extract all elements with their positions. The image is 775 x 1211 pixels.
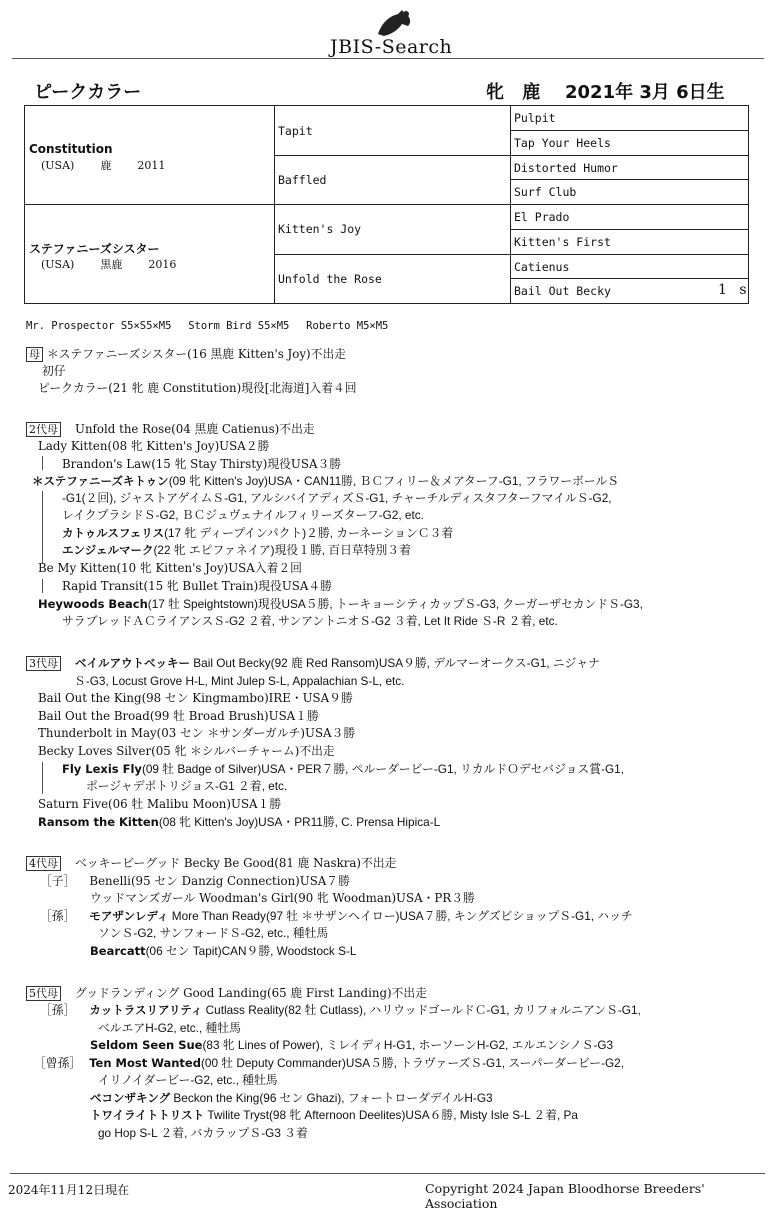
text-line: ピークカラー(21 牝 鹿 Constitution)現役[北海道]入着４回 [38,381,357,395]
horse-logo-icon [372,8,416,38]
text-line: Bearcatt(06 セン Tapit)CAN９勝, Woodstock S-L [90,944,357,958]
tree-bracket [42,762,43,794]
text-line: ベルエアH-G2, etc., 種牡馬 [98,1021,241,1035]
text-line: ポージャデポトリジョス-G1 ２着, etc. [86,779,288,793]
g3-ancestor[interactable]: Bail Out Becky [514,284,611,298]
text-line: Ｓ-G3, Locust Grove H-L, Mint Julep S-L, Appalachian S-L, etc. [74,674,405,688]
text-line: Heywoods Beach(17 牡 Speightstown)現役USA５勝, トーキョーシティカップＳ-G3, クーガーザセカンドＳ-G3, [38,597,643,611]
g2-dam-line: 2代母 Unfold the Rose(04 黒鹿 Catienus)不出走 [26,421,315,438]
pedigree-mark: 1 s [718,282,751,298]
text-line: ソンＳ-G2, サンフォードＳ-G2, etc., 種牡馬 [98,926,329,940]
footer-divider [10,1173,765,1174]
g3-ancestor[interactable]: Surf Club [514,185,577,199]
dam-name[interactable]: ステファニーズシスター [29,242,160,256]
text-line: ウッドマンズガール Woodman's Girl(90 牝 Woodman)USA・PR３勝 [90,891,475,905]
logo-text: JBIS-Search [330,36,453,58]
tree-bracket [42,579,43,593]
text-line: Ransom the Kitten(08 牝 Kitten's Joy)USA・PR11勝, C. Prensa Hipica-L [38,815,441,829]
birth-date: 2021年 3月 6日生 [565,82,725,103]
g4-dam-line: 4代母 ベッキービーグッド Becky Be Good(81 鹿 Naskra)不出走 [26,855,396,872]
text-line: ［孫］ モアザンレディ More Than Ready(97 牡 ＊サザンヘイロー)USA７勝, キングズビショップＳ-G1, ハッチ [40,909,633,923]
text-line: Fly Lexis Fly(09 牡 Badge of Silver)USA・PER７勝, ペルーダービー-G1, リカルドＯデセバジョス賞-G1, [62,762,624,776]
text-line: カトゥルスフェリス(17 牝 ディープインパクト)２勝, カーネーションＣ３着 [62,526,454,540]
g3-dam-line: 3代母 ベイルアウトベッキー Bail Out Becky(92 鹿 Red Ransom)USA９勝, デルマーオークス-G1, ニジャナ [26,655,600,672]
g3-ancestor[interactable]: El Prado [514,210,570,224]
g4-tag: 4代母 [26,856,61,871]
text-line: Bail Out the King(98 セン Kingmambo)IRE・USA９勝 [38,691,353,705]
text-line: Becky Loves Silver(05 牝 ＊シルバーチャーム)不出走 [38,744,335,758]
g2-sire-dam[interactable]: Baffled [278,173,327,187]
text-line: Seldom Seen Sue(83 牝 Lines of Power), ミレイディH-G1, ホーソーンH-G2, エルエンシノＳ-G3 [90,1038,614,1052]
text-line: 初仔 [42,364,66,378]
footer-copyright: Copyright 2024 Japan Bloodhorse Breeders' Association [425,1181,705,1211]
g3-tag: 3代母 [26,656,61,671]
sex-color: 牝 鹿 [486,82,547,103]
g2-dam-sire[interactable]: Kitten's Joy [278,222,362,236]
g3-ancestor[interactable]: Pulpit [514,111,556,125]
g2-dam-dam[interactable]: Unfold the Rose [278,272,382,286]
text-line: レイクプラシドＳ-G2, ＢＣジュヴェナイルフィリーズターフ-G2, etc. [62,508,424,522]
text-line: Be My Kitten(10 牝 Kitten's Joy)USA入着２回 [38,561,302,575]
text-line: トワイライトトリスト Twilite Tryst(98 牝 Afternoon Deelites)USA６勝, Misty Isle S-L ２着, Pa [90,1108,578,1122]
g2-tag: 2代母 [26,422,61,437]
site-logo[interactable] [0,8,775,58]
text-line: ＊ステファニーズキトゥン(09 牝 Kitten's Joy)USA・CAN11勝, ＢＣフィリー＆メアターフ-G1, フラワーボールＳ [32,474,620,488]
text-line: ［曾孫］ Ten Most Wanted(00 牡 Deputy Commander)USA５勝, トラヴァーズＳ-G1, スーパーダービー-G2, [34,1056,625,1070]
text-line: Saturn Five(06 牡 Malibu Moon)USA１勝 [38,797,282,811]
g2-sire-sire[interactable]: Tapit [278,124,313,138]
text-line: Thunderbolt in May(03 セン ＊サンダーガルチ)USA３勝 [38,726,356,740]
g5-tag: 5代母 [26,986,61,1001]
text-line: ベコンザキング Beckon the King(96 セン Ghazi), フォートローダデイルH-G3 [90,1091,493,1105]
text-line: -G1(２回), ジャストアゲイムＳ-G1, アルシバイアディズＳ-G1, チャーチルディスタフターフマイルＳ-G2, [62,491,612,505]
text-line: サラブレッドＡＣライアンスＳ-G2 ２着, サンアントニオＳ-G2 ３着, Let It Ride Ｓ-R ２着, etc. [62,614,558,628]
g5-dam-line: 5代母 グッドランディング Good Landing(65 鹿 First Landing)不出走 [26,985,427,1002]
text-line: Bail Out the Broad(99 牡 Broad Brush)USA１勝 [38,709,319,723]
text-line: ［子］ Benelli(95 セン Danzig Connection)USA７勝 [40,874,350,888]
pedigree-table [24,105,749,304]
dam-line: 母 ＊ステファニーズシスター(16 黒鹿 Kitten's Joy)不出走 [26,346,346,363]
text-line: Brandon's Law(15 牝 Stay Thirsty)現役USA３勝 [62,457,342,471]
text-line: Rapid Transit(15 牝 Bullet Train)現役USA４勝 [62,579,332,593]
text-line: ［孫］ カットラスリアリティ Cutlass Reality(82 牡 Cutlass), ハリウッドゴールドＣ-G1, カリフォルニアンＳ-G1, [40,1003,641,1017]
inbreeding-line: Mr. Prospector S5×S5×M5 Storm Bird S5×M5 Roberto M5×M5 [26,320,389,332]
g3-ancestor[interactable]: Tap Your Heels [514,136,611,150]
text-line: Lady Kitten(08 牝 Kitten's Joy)USA２勝 [38,439,270,453]
g3-ancestor[interactable]: Distorted Humor [514,161,618,175]
text-line: go Hop S-L ２着, バカラップＳ-G3 ３着 [98,1126,308,1140]
text-line: エンジェルマーク(22 牝 エピファネイア)現役１勝, 百日草特別３着 [62,543,411,557]
g3-ancestor[interactable]: Catienus [514,260,570,274]
header-divider [12,58,764,59]
sire-name[interactable]: Constitution [29,142,113,156]
text-line: イリノイダービー-G2, etc., 種牡馬 [98,1073,278,1087]
dam-info: (USA) 黒鹿 2016 [41,258,177,271]
footer-date: 2024年11月12日現在 [8,1183,130,1197]
tree-bracket [42,491,43,563]
horse-name: ピークカラー [34,82,142,103]
dam-tag: 母 [26,347,43,362]
tree-bracket [42,456,43,470]
g3-ancestor[interactable]: Kitten's First [514,235,611,249]
sire-info: (USA) 鹿 2011 [41,159,166,172]
